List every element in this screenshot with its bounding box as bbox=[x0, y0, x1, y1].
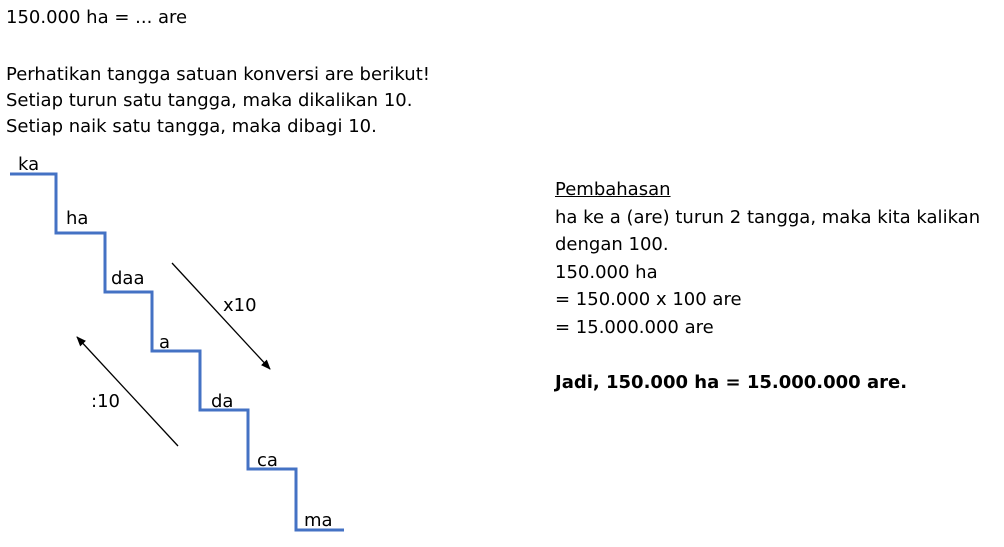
unit-label-ka: ka bbox=[18, 154, 40, 175]
explanation-line-3: 150.000 ha bbox=[555, 261, 658, 283]
question-text: 150.000 ha = ... are bbox=[6, 7, 188, 28]
unit-label-a: a bbox=[159, 332, 171, 353]
explanation-line-1: ha ke a (are) turun 2 tangga, maka kita kalikan bbox=[555, 206, 981, 228]
explanation-line-2: dengan 100. bbox=[555, 234, 669, 255]
explanation-line-5: = 15.000.000 are bbox=[555, 316, 714, 338]
unit-label-ma: ma bbox=[304, 510, 333, 531]
intro-line-3: Setiap naik satu tangga, maka dibagi 10. bbox=[6, 116, 377, 137]
intro-line-2: Setiap turun satu tangga, maka dikalikan 10. bbox=[6, 90, 413, 111]
explanation-panel bbox=[555, 176, 995, 396]
up-divide-label: :10 bbox=[91, 391, 120, 412]
unit-label-da: da bbox=[211, 391, 234, 412]
unit-label-ha: ha bbox=[66, 208, 89, 229]
ladder-staircase bbox=[10, 174, 344, 530]
explanation-conclusion: Jadi, 150.000 ha = 15.000.000 are. bbox=[555, 371, 908, 393]
explanation-spacer bbox=[555, 341, 995, 369]
unit-label-daa: daa bbox=[111, 268, 145, 289]
explanation-heading: Pembahasan bbox=[555, 179, 671, 200]
down-arrow bbox=[172, 263, 270, 369]
explanation-line-4: = 150.000 x 100 are bbox=[555, 289, 742, 310]
unit-label-ca: ca bbox=[257, 450, 278, 471]
intro-line-1: Perhatikan tangga satuan konversi are berikut! bbox=[6, 64, 430, 85]
down-multiply-label: x10 bbox=[223, 295, 257, 316]
